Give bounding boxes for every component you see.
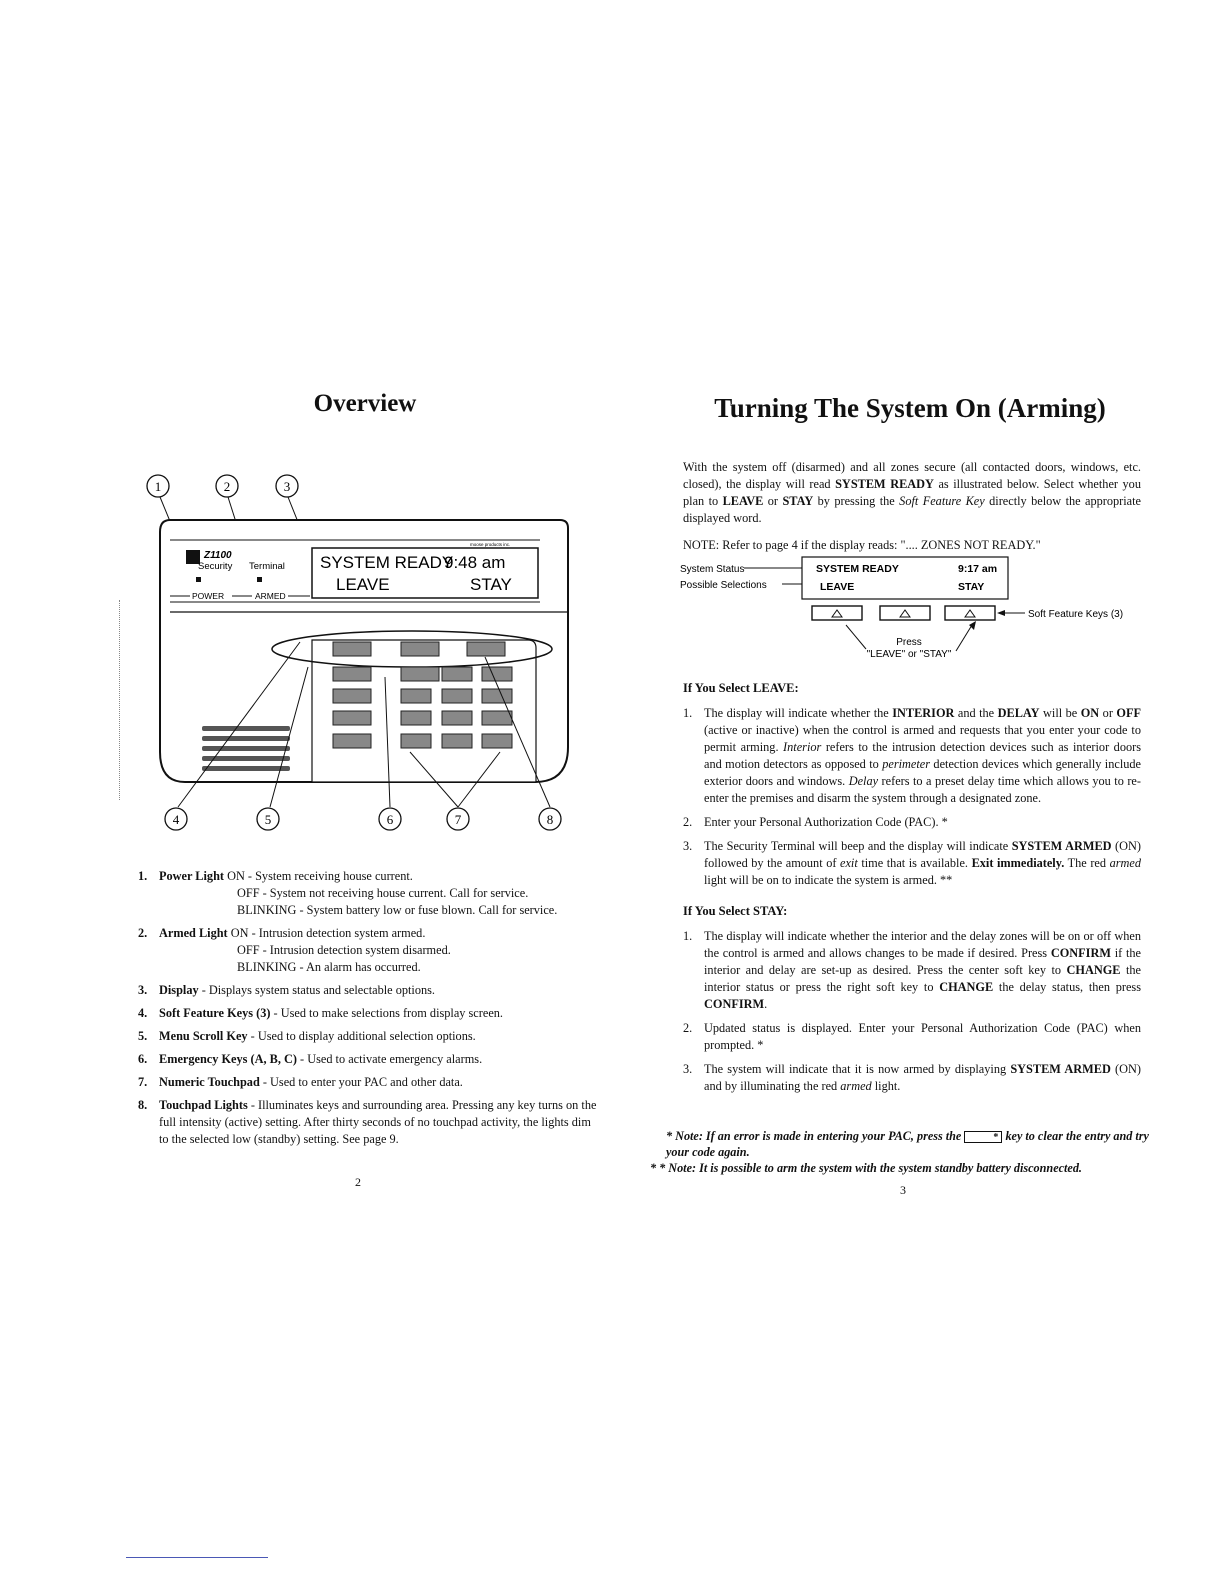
svg-text:7: 7 [454,812,462,827]
key-9[interactable] [482,711,512,725]
soft-key-right[interactable] [467,642,505,656]
svg-text:SYSTEM READY: SYSTEM READY [320,553,454,572]
svg-text:"LEAVE" or "STAY": "LEAVE" or "STAY" [866,649,952,660]
list-item: 1. Power Light ON - System receiving house current. OFF - System not receiving house current. Call for service. BLINKING - System battery low or fuse blown. Call for service. [138,869,558,917]
svg-text:ARMED: ARMED [255,591,286,601]
star-key-icon: * [964,1131,1002,1143]
list-item: 8. Touchpad Lights - Illuminates keys and surrounding area. Pressing any key turns on the full intensity (active) setting. After thirty seconds of no touchpad activity, the lights dim to the selected low (standby) setting. See page 9. [138,1098,597,1146]
keypad-illustration [140,462,580,867]
svg-text:Possible Selections: Possible Selections [680,580,767,591]
svg-text:Soft Feature Keys (3): Soft Feature Keys (3) [1028,609,1124,620]
diagram-soft-key-left[interactable] [812,606,862,620]
margin-rule [126,1557,268,1558]
key-8[interactable] [442,711,472,725]
list-item: 3. Display - Displays system status and selectable options. [138,983,435,997]
page-number-right: 3 [900,1183,906,1197]
leave-heading: If You Select LEAVE: [683,681,799,695]
svg-text:LEAVE: LEAVE [820,581,855,593]
footnote-2: * * Note: It is possible to arm the system with the system standby battery disconnected. [650,1161,1082,1175]
overview-list [138,868,598,1154]
display-diagram [680,553,1150,668]
list-item: 5. Menu Scroll Key - Used to display additional selection options. [138,1029,476,1043]
svg-text:Terminal: Terminal [249,561,285,572]
key-hash[interactable] [442,734,472,748]
callout-5 [257,808,279,830]
svg-text:SYSTEM READY: SYSTEM READY [816,563,899,575]
key-2[interactable] [442,667,472,681]
callout-1 [147,475,169,497]
list-item: 4. Soft Feature Keys (3) - Used to make selections from display screen. [138,1006,504,1020]
armed-light [257,577,262,582]
key-4[interactable] [401,689,431,703]
key-3[interactable] [482,667,512,681]
soft-key-center[interactable] [401,642,439,656]
list-item: 3. The Security Terminal will beep and the display will indicate SYSTEM ARMED (ON) followed by the amount of exit time that is available. Exit immediately. The red armed light will be on to indicate the system is armed. ** [683,839,1142,887]
svg-text:5: 5 [264,812,272,827]
svg-text:Press: Press [896,637,922,648]
stay-heading: If You Select STAY: [683,904,788,918]
note-text: NOTE: Refer to page 4 if the display reads: ".... ZONES NOT READY." [683,538,1041,552]
list-item: 3. The system will indicate that it is now armed by displaying SYSTEM ARMED (ON) and by illuminating the red armed light. [683,1062,1141,1093]
emergency-key-a[interactable] [333,689,371,703]
svg-text:4: 4 [172,812,180,827]
list-item: 1. The display will indicate whether the interior and the delay zones will be on or off when the control is armed and allows changes to be made if desired. Press CONFIRM if the interior and delay are set-up as desired. Press the center soft key to CHANGE the interior status or press the right soft key to CHANGE the delay status, then press CONFIRM. [683,929,1141,1011]
list-item: 2. Enter your Personal Authorization Code (PAC). * [683,815,948,829]
overview-title: Overview [313,390,417,417]
svg-text:STAY: STAY [958,581,985,593]
svg-text:LEAVE: LEAVE [336,575,390,594]
list-item: 7. Numeric Touchpad - Used to enter your PAC and other data. [138,1075,463,1089]
list-item: 6. Emergency Keys (A, B, C) - Used to activate emergency alarms. [138,1052,483,1066]
svg-text:8: 8 [546,812,554,827]
callout-7 [447,808,469,830]
svg-text:9:17 am: 9:17 am [958,563,998,575]
diagram-soft-key-center[interactable] [880,606,930,620]
key-1[interactable] [401,667,439,681]
svg-text:System Status: System Status [680,564,745,575]
list-item: 1. The display will indicate whether the INTERIOR and the DELAY will be ON or OFF (active or inactive) when the control is armed and requests that you enter your code to permit arming. Interior refers to the intrusion detection devices such as interior doors and motion detectors as opposed to perimeter detection devices which generally include exterior doors and windows. Delay refers to a preset delay time which allows you to re-enter the premises and disarm the system through a designated zone. [683,706,1141,805]
key-6[interactable] [482,689,512,703]
emergency-key-c[interactable] [333,734,371,748]
svg-text:6: 6 [386,812,394,827]
callout-6 [379,808,401,830]
key-5[interactable] [442,689,472,703]
footnotes [650,1128,1150,1176]
list-item: 2. Armed Light ON - Intrusion detection system armed. OFF - Intrusion detection system disarmed. BLINKING - An alarm has occurred. [138,926,451,974]
page-number-left: 2 [355,1175,361,1189]
emergency-key-b[interactable] [333,711,371,725]
scan-edge [119,600,121,800]
key-star[interactable] [482,734,512,748]
svg-text:moose products inc.: moose products inc. [470,542,511,547]
svg-text:Z1100: Z1100 [204,550,232,561]
key-0[interactable] [401,734,431,748]
arming-column [683,459,1141,554]
list-item: 2. Updated status is displayed. Enter your Personal Authorization Code (PAC) when prompted. * [683,1021,1141,1052]
svg-text:9:48 am: 9:48 am [444,553,506,572]
footnote-1: * Note: If an error is made in entering your PAC, press the * key to clear the entry and try your code again. [666,1129,1149,1159]
callout-8 [539,808,561,830]
diagram-soft-key-right[interactable] [945,606,995,620]
svg-text:2: 2 [223,479,231,494]
key-7[interactable] [401,711,431,725]
callout-2 [216,475,238,497]
svg-text:STAY: STAY [470,575,512,594]
callout-3 [276,475,298,497]
soft-key-left[interactable] [333,642,371,656]
svg-text:POWER: POWER [192,591,225,601]
arming-title: Turning The System On (Arming) [714,393,1106,423]
svg-text:1: 1 [154,479,162,494]
svg-text:Security: Security [198,561,233,572]
menu-scroll-key[interactable] [333,667,371,681]
power-light [196,577,201,582]
svg-text:3: 3 [283,479,291,494]
intro-paragraph: With the system off (disarmed) and all zones secure (all contacted doors, windows, etc. closed), the display will read SYSTEM READY as illustrated below. Select whether you plan to LEAVE or STAY by pressing the Soft Feature Key directly below the appropriate displayed word. [683,460,1141,525]
callout-4 [165,808,187,830]
leave-section [683,680,1141,1102]
